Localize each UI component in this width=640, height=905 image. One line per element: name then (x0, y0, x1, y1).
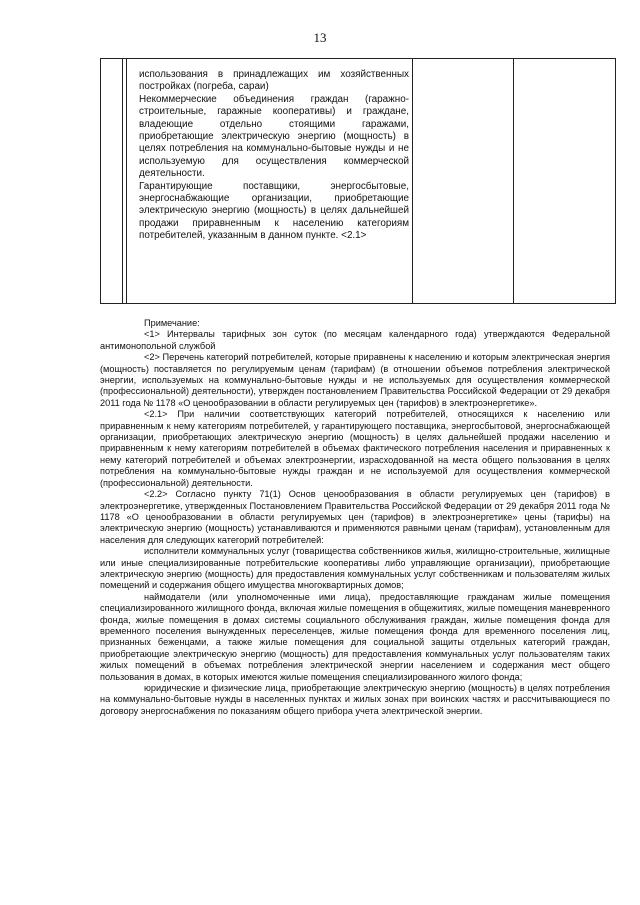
table-column-divider (122, 59, 123, 303)
cell-paragraph: Некоммерческие объединения граждан (гаражно-строительные, гаражные кооперативы) и граждане, владеющие отдельно стоящими гаражами, приобретающие электрическую энергию (мощность) в целях потребления на коммунально-бытовые нужды и не используемую для осуществления коммерческой деятельности. (139, 93, 409, 180)
table-column-divider (412, 59, 413, 303)
table-cell-categories (139, 69, 409, 243)
note-paragraph: <2.1> При наличии соответствующих категорий потребителей, относящихся к населению или приравненным к нему категориям потребителей, у гарантирующего поставщика, энергосбытовой, энергоснабжающей организации, приобретающих электрическую энергию (мощность) в целях дальнейшей продажи населению и приравненным к нему категориям потребителей в объемах фактического потребления населения и приравненных к нему категорий потребителей и объемах электроэнергии, израсходованной на места общего пользования в целях потребления на коммунально-бытовые нужды граждан и не используемой для осуществления коммерческой (профессиональной) деятельности. (100, 409, 610, 488)
page-number: 13 (313, 30, 327, 45)
table-column-divider (513, 59, 514, 303)
cell-paragraph: Гарантирующие поставщики, энергосбытовые, энергоснабжающие организации, приобретающие электрическую энергию (мощность) в целях дальнейшей продажи приравненным к населению категориям потребителей, указанным в данном пункте. <2.1> (139, 180, 409, 242)
notes-section (100, 318, 610, 717)
note-paragraph: наймодатели (или уполномоченные ими лица), предоставляющие гражданам жилые помещения специализированного жилищного фонда, включая жилые помещения в общежитиях, жилые помещения маневренного фонда, жилые помещения в домах системы социального обслуживания граждан, жилые помещения фонда для временного поселения вынужденных переселенцев, жилые помещения фонда для временного поселения лиц, признанных беженцами, а также жилые помещения для социальной защиты отдельных категорий граждан, приобретающие электрическую энергию (мощность) для предоставления коммунальных услуг пользователям таких жилых помещений в объемах потребления электрической энергии населением и содержания мест общего пользования в домах, в которых имеются жилые помещения специализированного жилого фонда; (100, 591, 610, 682)
note-paragraph: <2> Перечень категорий потребителей, которые приравнены к населению и которым электрическая энергия (мощность) поставляется по регулируемым ценам (тарифам) (в отношении объемов потребления электрической энергии, используемых на коммунально-бытовые нужды и не используемых для осуществления коммерческой (профессиональной) деятельности), утвержден постановлением Правительства Российской Федерации от 29 декабря 2011 года № 1178 «О ценообразовании в области регулируемых цен (тарифов) в электроэнергетике». (100, 352, 610, 408)
notes-title: Примечание: (144, 318, 200, 328)
note-paragraph: юридические и физические лица, приобретающие электрическую энергию (мощность) в целях потребления на коммунально-бытовые нужды в населенных пунктах и жилых зонах при воинских частях и рассчитывающиеся по договору энергоснабжения по показаниям общего прибора учета электрической энергии. (100, 683, 610, 716)
cell-paragraph: использования в принадлежащих им хозяйственных постройках (погреба, сараи) (139, 69, 409, 93)
tariff-table (100, 58, 616, 304)
note-paragraph: исполнители коммунальных услуг (товарищества собственников жилья, жилищно-строительные, жилищные или иные специализированные потребительские кооперативы либо управляющие организации), приобретающие электрическую энергию (мощность) для предоставления коммунальных услуг собственникам и пользователям жилых помещений и содержания общего имущества многоквартирных домов; (100, 546, 610, 591)
note-paragraph: <2.2> Согласно пункту 71(1) Основ ценообразования в области регулируемых цен (тарифов) в электроэнергетике, утвержденных Постановлением Правительства Российской Федерации от 29 декабря 2011 года № 1178 «О ценообразовании в области регулируемых цен (тарифов) в электроэнергетике» цены (тарифы) на электрическую энергию (мощность) устанавливаются и применяются равными ценам (тарифам), установленным для населения для следующих категорий потребителей: (100, 489, 610, 545)
table-column-divider (126, 59, 127, 303)
note-paragraph: <1> Интервалы тарифных зон суток (по месяцам календарного года) утверждаются Федеральной антимонопольной службой (100, 329, 610, 351)
